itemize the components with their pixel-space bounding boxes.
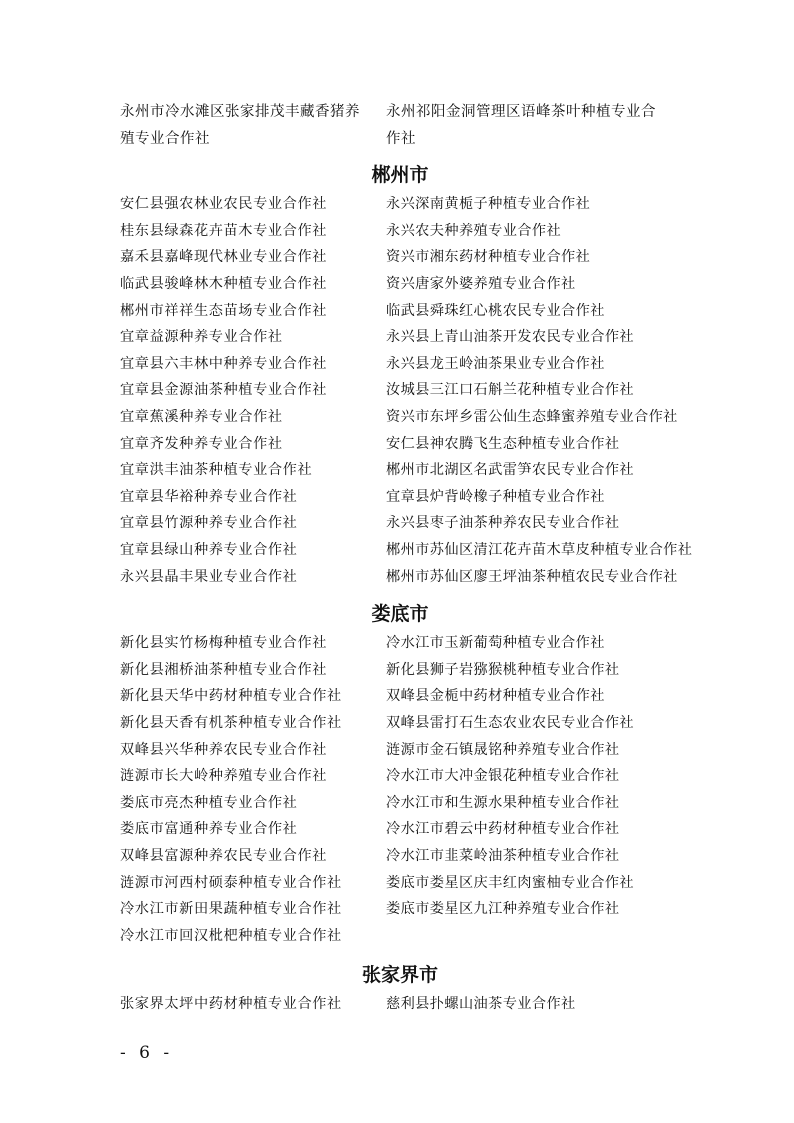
list-row [120, 762, 680, 789]
continued-entry-left-line1: 永州市冷水滩区张家排茂丰藏香猪养 [120, 104, 360, 120]
cooperative-name: 宜章洪丰油茶种植专业合作社 [120, 462, 313, 479]
cooperative-name: 娄底市娄星区庆丰红肉蜜柚专业合作社 [386, 874, 634, 891]
list-row [120, 629, 680, 656]
cooperative-name: 郴州市苏仙区廖王坪油茶种植农民专业合作社 [386, 568, 678, 585]
cooperative-name: 永兴县上青山油茶开发农民专业合作社 [386, 329, 634, 346]
cooperative-name: 冷水江市新田果蔬种植专业合作社 [120, 901, 342, 918]
section-chenzhou [120, 160, 693, 589]
list-row [120, 509, 680, 536]
list-row [120, 296, 680, 323]
list-row [120, 735, 680, 762]
continued-entry-right [386, 99, 680, 153]
cooperative-name: 涟源市长大岭种养殖专业合作社 [120, 768, 328, 785]
cooperative-name: 宜章益源种养专业合作社 [120, 329, 283, 346]
list-row [120, 895, 680, 922]
list-row [120, 403, 680, 430]
cooperative-name: 资兴市东坪乡雷公仙生态蜂蜜养殖专业合作社 [386, 409, 678, 426]
cooperative-name: 宜章县六丰林中种养专业合作社 [120, 355, 328, 372]
continued-entries [120, 99, 680, 153]
list-row [120, 323, 680, 350]
list-row [120, 656, 680, 683]
cooperative-name: 临武县舜珠红心桃农民专业合作社 [386, 302, 605, 319]
list-row [120, 456, 680, 483]
section-title: 郴州市 [371, 164, 429, 186]
cooperative-name: 临武县骏峰林木种植专业合作社 [120, 276, 328, 293]
continued-entry-left [120, 99, 386, 153]
cooperative-name: 安仁县强农林业农民专业合作社 [120, 196, 328, 213]
cooperative-name: 郴州市祥祥生态苗场专业合作社 [120, 302, 328, 319]
section-title: 娄底市 [371, 603, 429, 625]
cooperative-name: 冷水江市和生源水果种植专业合作社 [386, 794, 620, 811]
list-row [120, 243, 680, 270]
list-row [120, 190, 680, 217]
cooperative-name: 冷水江市碧云中药材种植专业合作社 [386, 821, 620, 838]
cooperative-name: 汝城县三江口石斛兰花种植专业合作社 [386, 382, 634, 399]
cooperative-name: 郴州市北湖区名武雷笋农民专业合作社 [386, 462, 634, 479]
cooperative-name: 宜章齐发种养专业合作社 [120, 435, 283, 452]
cooperative-name: 资兴市湘东药材种植专业合作社 [386, 249, 591, 266]
cooperative-name: 永兴县晶丰果业专业合作社 [120, 568, 298, 585]
entry-list [120, 629, 680, 948]
cooperative-name: 安仁县神农腾飞生态种植专业合作社 [386, 435, 620, 452]
cooperative-name: 嘉禾县嘉峰现代林业专业合作社 [120, 249, 328, 266]
cooperative-name: 双峰县兴华种养农民专业合作社 [120, 741, 328, 758]
list-row [120, 429, 680, 456]
list-row [120, 270, 680, 297]
cooperative-name: 永兴县枣子油茶种养农民专业合作社 [386, 515, 620, 532]
cooperative-name: 郴州市苏仙区清江花卉苗木草皮种植专业合作社 [386, 542, 693, 559]
cooperative-name: 新化县天香有机茶种植专业合作社 [120, 715, 342, 732]
list-row [120, 217, 680, 244]
list-row [120, 536, 693, 563]
list-row [120, 709, 680, 736]
cooperative-name: 双峰县富源种养农民专业合作社 [120, 848, 328, 865]
cooperative-name: 宜章县竹源种养专业合作社 [120, 515, 298, 532]
section-title: 张家界市 [361, 964, 438, 986]
cooperative-name: 张家界太坪中药材种植专业合作社 [120, 996, 342, 1013]
cooperative-name: 冷水江市大冲金银花种植专业合作社 [386, 768, 620, 785]
cooperative-name: 宜章县绿山种养专业合作社 [120, 542, 298, 559]
cooperative-name: 娄底市亮杰种植专业合作社 [120, 794, 298, 811]
list-row [120, 842, 680, 869]
cooperative-name: 涟源市金石镇晟铭种养殖专业合作社 [386, 741, 620, 758]
cooperative-name: 冷水江市回汉枇杷种植专业合作社 [120, 927, 342, 944]
list-row [120, 789, 680, 816]
list-row [120, 562, 680, 589]
cooperative-name: 娄底市娄星区九江种养殖专业合作社 [386, 901, 620, 918]
continued-row [120, 99, 680, 153]
cooperative-name: 宜章县金源油茶种植专业合作社 [120, 382, 328, 399]
cooperative-name: 双峰县雷打石生态农业农民专业合作社 [386, 715, 634, 732]
cooperative-name: 涟源市河西村硕泰种植专业合作社 [120, 874, 342, 891]
cooperative-name: 宜章县炉背岭橡子种植专业合作社 [386, 488, 605, 505]
cooperative-name: 新化县湘桥油茶种植专业合作社 [120, 661, 328, 678]
cooperative-name: 娄底市富通种养专业合作社 [120, 821, 298, 838]
list-row [120, 682, 680, 709]
cooperative-name: 新化县狮子岩猕猴桃种植专业合作社 [386, 661, 620, 678]
cooperative-name: 新化县天华中药材种植专业合作社 [120, 688, 342, 705]
cooperative-name: 宜章县华裕种养专业合作社 [120, 488, 298, 505]
continued-entry-left-line2: 殖专业合作社 [120, 131, 210, 147]
cooperative-name: 冷水江市韭菜岭油茶种植专业合作社 [386, 848, 620, 865]
cooperative-name: 冷水江市玉新葡萄种植专业合作社 [386, 635, 605, 652]
cooperative-name: 资兴唐家外婆养殖专业合作社 [386, 276, 576, 293]
cooperative-name: 新化县实竹杨梅种植专业合作社 [120, 635, 328, 652]
section-zhangjiajie [120, 960, 680, 1017]
list-row [120, 350, 680, 377]
cooperative-name: 永兴县龙王岭油茶果业专业合作社 [386, 355, 605, 372]
list-row [120, 990, 680, 1017]
continued-entry-right-line1: 永州祁阳金洞管理区语峰茶叶种植专业合 [386, 104, 656, 120]
cooperative-name: 永兴深南黄栀子种植专业合作社 [386, 196, 591, 213]
continued-entry-right-line2: 作社 [386, 131, 416, 147]
list-row [120, 922, 680, 949]
entry-list [120, 190, 693, 589]
section-loudi [120, 599, 680, 948]
list-row [120, 868, 680, 895]
list-row [120, 376, 680, 403]
cooperative-name: 双峰县金栀中药材种植专业合作社 [386, 688, 605, 705]
cooperative-name: 慈利县扑螺山油茶专业合作社 [386, 996, 576, 1013]
cooperative-name: 永兴农夫种养殖专业合作社 [386, 222, 562, 239]
list-row [120, 815, 680, 842]
cooperative-name: 宜章蕉溪种养专业合作社 [120, 409, 283, 426]
list-row [120, 483, 680, 510]
entry-list [120, 990, 680, 1017]
page-number: - 6 - [120, 1043, 174, 1063]
cooperative-name: 桂东县绿森花卉苗木专业合作社 [120, 222, 328, 239]
